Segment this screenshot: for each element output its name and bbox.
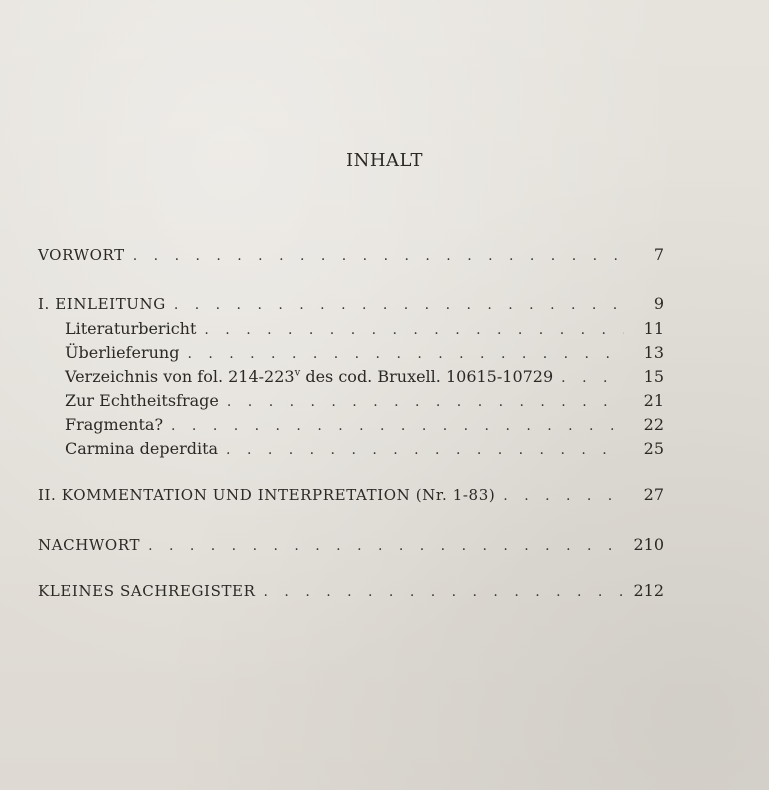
toc-entry-nachwort[interactable] — [38, 534, 664, 556]
leader-dots — [226, 439, 624, 461]
leader-dots — [503, 485, 624, 507]
toc-entry-label-tail: des cod. Bruxell. 10615-10729 — [300, 367, 554, 386]
toc-page-number: 27 — [643, 485, 664, 504]
leader-dots — [264, 581, 624, 603]
toc-entry-kommentation[interactable] — [38, 484, 664, 506]
leader-dots — [174, 294, 624, 316]
toc-entry-label: Carmina deperdita — [65, 439, 219, 458]
leader-dots — [561, 367, 624, 389]
leader-dots — [171, 415, 624, 437]
toc-entry-label — [65, 366, 561, 388]
toc-page-number: 210 — [633, 535, 664, 554]
toc-entry-fragmenta[interactable] — [65, 414, 664, 436]
toc-entry-label: Fragmenta? — [65, 415, 164, 434]
toc-entry-label: II. KOMMENTATION UND INTERPRETATION (Nr. 1-83) — [38, 486, 496, 504]
toc-page-number: 25 — [643, 439, 664, 458]
leader-dots — [187, 343, 624, 365]
toc-entry-echtheitsfrage[interactable] — [65, 390, 664, 412]
toc-entry-sachregister[interactable] — [38, 580, 664, 602]
toc-entry-label: VORWORT — [38, 246, 125, 264]
toc-entry-einleitung[interactable] — [38, 293, 664, 315]
toc-entry-label: Zur Echtheitsfrage — [65, 391, 219, 410]
toc-entry-label: I. EINLEITUNG — [38, 295, 166, 313]
toc-entry-literaturbericht[interactable] — [65, 318, 664, 340]
toc-page-number: 11 — [643, 319, 664, 338]
toc-entry-label-superscript: v — [294, 367, 301, 379]
toc-page-number: 9 — [653, 294, 664, 313]
leader-dots — [204, 319, 624, 341]
toc-entry-label: NACHWORT — [38, 536, 141, 554]
toc-entry-label: Literaturbericht — [65, 319, 197, 338]
leader-dots — [148, 535, 624, 557]
toc-page-number: 22 — [643, 415, 664, 434]
toc-entry-vorwort[interactable] — [38, 244, 664, 266]
page-title: INHALT — [345, 150, 424, 171]
toc-entry-label: KLEINES SACHREGISTER — [38, 582, 256, 600]
toc-page-number: 13 — [643, 343, 664, 362]
toc-page-number: 7 — [653, 245, 664, 264]
toc-page-number: 21 — [643, 391, 664, 410]
toc-page-number: 15 — [643, 367, 664, 386]
toc-entry-verzeichnis[interactable] — [65, 366, 664, 388]
toc-entry-label: Überlieferung — [65, 343, 180, 362]
toc-entry-ueberlieferung[interactable] — [65, 342, 664, 364]
leader-dots — [227, 391, 624, 413]
toc-page-number: 212 — [633, 581, 664, 600]
leader-dots — [133, 245, 624, 267]
toc-entry-label-main: Verzeichnis von fol. 214-223 — [65, 367, 295, 386]
toc-entry-carmina-deperdita[interactable] — [65, 438, 664, 460]
